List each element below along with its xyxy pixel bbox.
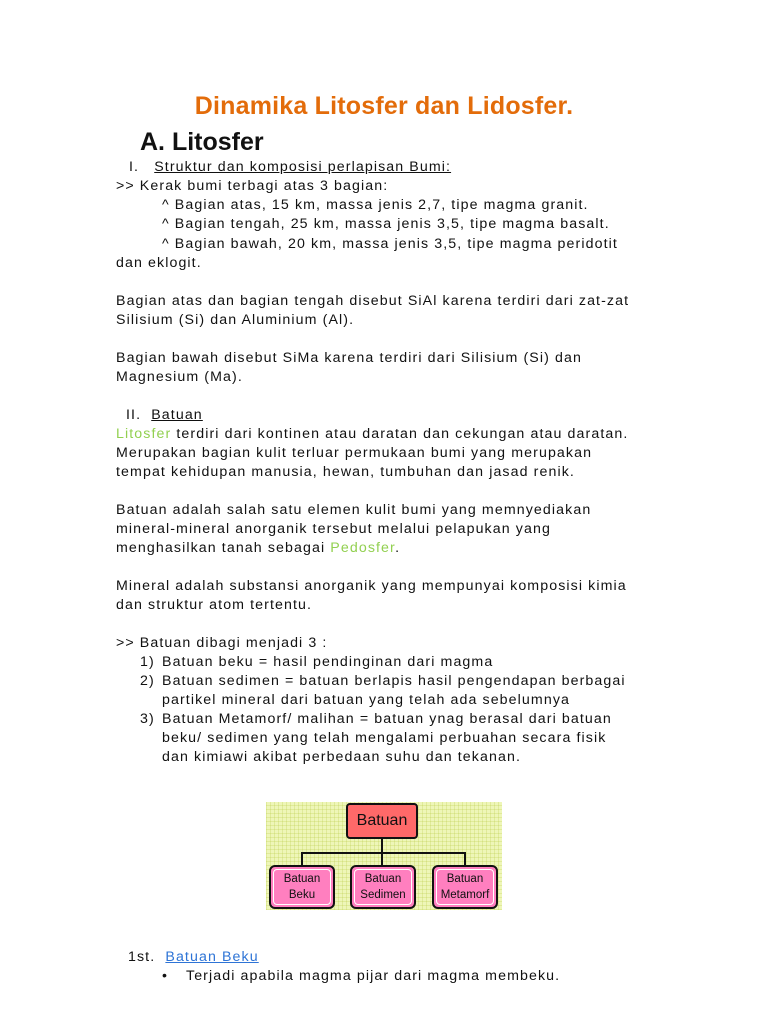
section1-number: I. bbox=[129, 159, 140, 175]
batuan-paragraph-end: . bbox=[395, 540, 401, 556]
node-label-line1: Batuan bbox=[364, 873, 402, 885]
section1-header bbox=[129, 158, 451, 177]
subsection-number: 1st. bbox=[128, 949, 156, 965]
node-label-line1: Batuan bbox=[283, 873, 321, 885]
node-label-line2: Metamorf bbox=[440, 889, 490, 901]
litosfer-paragraph-line2: Merupakan bagian kulit terluar permukaan bumi yang merupakan bbox=[116, 445, 593, 461]
rock-classification-diagram bbox=[266, 802, 502, 910]
batuan-paragraph-line2: mineral-mineral anorganik tersebut melalui pelapukan yang bbox=[116, 521, 551, 537]
section2-header bbox=[126, 406, 203, 425]
mineral-paragraph-line2: dan struktur atom tertentu. bbox=[116, 597, 313, 613]
connector-branch-right bbox=[464, 852, 466, 865]
litosfer-paragraph-line3: tempat kehidupan manusia, hewan, tumbuhan dan jasad renik. bbox=[116, 464, 575, 480]
node-label-line2: Beku bbox=[288, 889, 316, 901]
diagram-node-metamorf bbox=[432, 865, 498, 909]
rock-types-intro: >> Batuan dibagi menjadi 3 : bbox=[116, 635, 328, 651]
bullet-icon: • bbox=[162, 968, 169, 984]
mineral-paragraph-line1: Mineral adalah substansi anorganik yang mempunyai komposisi kimia bbox=[116, 578, 627, 594]
subsection-bullet-text: Terjadi apabila magma pijar dari magma membeku. bbox=[186, 968, 561, 984]
batuan-paragraph-line3 bbox=[116, 539, 400, 558]
rock-type-2-number: 2) bbox=[140, 673, 155, 689]
rock-type-2-line2: partikel mineral dari batuan yang telah ada sebelumnya bbox=[162, 692, 570, 708]
layer-item-1: ^ Bagian atas, 15 km, massa jenis 2,7, tipe magma granit. bbox=[162, 197, 589, 213]
paragraph-sial-line1: Bagian atas dan bagian tengah disebut SiAl karena terdiri dari zat-zat bbox=[116, 293, 630, 309]
document-title: Dinamika Litosfer dan Lidosfer. bbox=[194, 92, 574, 120]
rock-type-3-line3: dan kimiawi akibat perbedaan suhu dan tekanan. bbox=[162, 749, 521, 765]
diagram-root-label: Batuan bbox=[356, 812, 408, 829]
subsection-header bbox=[128, 948, 259, 967]
section-heading: A. Litosfer bbox=[140, 128, 264, 156]
litosfer-term: Litosfer bbox=[116, 426, 172, 442]
layer-item-3-continued: dan eklogit. bbox=[116, 255, 202, 271]
section2-number: II. bbox=[126, 407, 142, 423]
node-label-line1: Batuan bbox=[446, 873, 484, 885]
section1-title: Struktur dan komposisi perlapisan Bumi: bbox=[154, 159, 452, 175]
rock-type-3-number: 3) bbox=[140, 711, 155, 727]
connector-horizontal bbox=[301, 852, 466, 854]
connector-branch-middle bbox=[381, 852, 383, 865]
rock-type-3-line1: Batuan Metamorf/ malihan = batuan ynag berasal dari batuan bbox=[162, 711, 612, 727]
rock-type-3-line2: beku/ sedimen yang telah mengalami perbuahan secara fisik bbox=[162, 730, 607, 746]
connector-root-stem bbox=[381, 839, 383, 853]
node-label-line2: Sedimen bbox=[360, 889, 406, 901]
connector-branch-left bbox=[301, 852, 303, 865]
batuan-paragraph-line1: Batuan adalah salah satu elemen kulit bumi yang memnyediakan bbox=[116, 502, 592, 518]
layer-item-2: ^ Bagian tengah, 25 km, massa jenis 3,5, tipe magma basalt. bbox=[162, 216, 610, 232]
batuan-beku-link[interactable]: Batuan Beku bbox=[165, 949, 259, 965]
diagram-node-beku bbox=[269, 865, 335, 909]
litosfer-paragraph-line1 bbox=[116, 425, 628, 444]
paragraph-sial-line2: Silisium (Si) dan Aluminium (Al). bbox=[116, 312, 355, 328]
diagram-node-sedimen bbox=[350, 865, 416, 909]
rock-type-1-line1: Batuan beku = hasil pendinginan dari magma bbox=[162, 654, 494, 670]
paragraph-sima-line1: Bagian bawah disebut SiMa karena terdiri dari Silisium (Si) dan bbox=[116, 350, 582, 366]
diagram-root-node bbox=[346, 803, 418, 839]
paragraph-sima-line2: Magnesium (Ma). bbox=[116, 369, 243, 385]
pedosfer-term: Pedosfer bbox=[330, 540, 396, 556]
batuan-paragraph-text: menghasilkan tanah sebagai bbox=[116, 540, 331, 556]
rock-type-2-line1: Batuan sedimen = batuan berlapis hasil pengendapan berbagai bbox=[162, 673, 626, 689]
section2-title: Batuan bbox=[151, 407, 203, 423]
litosfer-definition: terdiri dari kontinen atau daratan dan cekungan atau daratan. bbox=[171, 426, 629, 442]
rock-type-1-number: 1) bbox=[140, 654, 155, 670]
layer-item-3: ^ Bagian bawah, 20 km, massa jenis 3,5, tipe magma peridotit bbox=[162, 236, 618, 252]
section1-intro: >> Kerak bumi terbagi atas 3 bagian: bbox=[116, 178, 389, 194]
